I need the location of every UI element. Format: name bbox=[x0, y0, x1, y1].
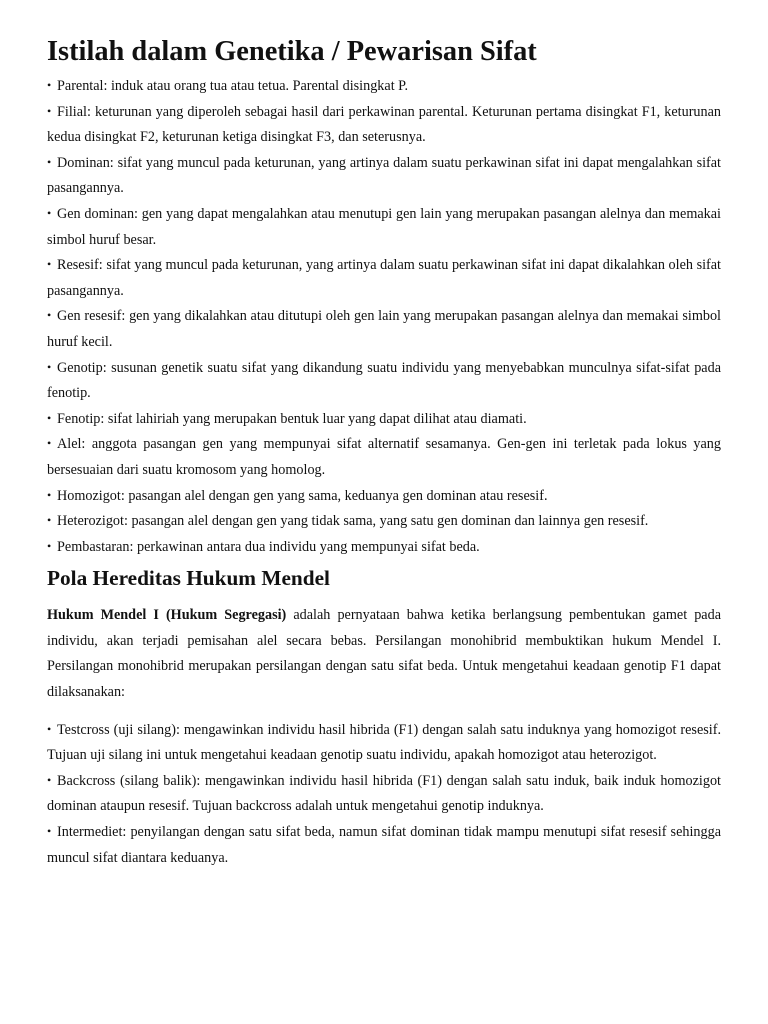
list-item bbox=[47, 202, 721, 253]
bullet-icon: • bbox=[47, 154, 52, 169]
bullet-icon: • bbox=[47, 410, 52, 425]
mendel-methods-list bbox=[47, 718, 721, 872]
bullet-icon: • bbox=[47, 721, 52, 736]
list-item bbox=[47, 356, 721, 407]
term-text: Alel: anggota pasangan gen yang mempunyai sifat alternatif sesamanya. Gen-gen ini terletak pada lokus yang bersesuaian dari suatu kromosom yang homolog. bbox=[47, 436, 721, 478]
bullet-icon: • bbox=[47, 513, 52, 528]
list-item bbox=[47, 718, 721, 769]
document-page bbox=[47, 36, 721, 871]
bullet-icon: • bbox=[47, 257, 52, 272]
bullet-icon: • bbox=[47, 78, 52, 92]
bullet-icon: • bbox=[47, 436, 52, 451]
term-text: Filial: keturunan yang diperoleh sebagai hasil dari perkawinan parental. Keturunan pertama disingkat F1, keturunan kedua disingkat F2, keturunan ketiga disingkat F3, dan seterusnya. bbox=[47, 103, 721, 146]
bullet-icon: • bbox=[47, 487, 52, 502]
term-text: Homozigot: pasangan alel dengan gen yang sama, keduanya gen dominan atau resesif. bbox=[57, 487, 548, 504]
bullet-icon: • bbox=[47, 538, 52, 553]
bullet-icon: • bbox=[47, 205, 52, 220]
section-title-genetics-terms: Istilah dalam Genetika / Pewarisan Sifat bbox=[47, 36, 537, 67]
term-text: Dominan: sifat yang muncul pada keturunan, yang artinya dalam suatu perkawinan sifat ini dapat mengalahkan sifat pasangannya. bbox=[47, 154, 721, 197]
term-text: Fenotip: sifat lahiriah yang merupakan bentuk luar yang dapat dilihat atau diamati. bbox=[57, 410, 527, 427]
term-text: Parental: induk atau orang tua atau tetua. Parental disingkat P. bbox=[57, 78, 409, 94]
list-item bbox=[47, 407, 721, 433]
bullet-icon: • bbox=[47, 359, 52, 374]
mendel-intro-text: adalah pernyataan bahwa ketika berlangsung pembentukan gamet pada individu, akan terjadi pemisahan alel secara bebas. Persilangan monohibrid membuktikan hukum Mendel I. Persilangan monohibrid merupakan persilangan dengan satu sifat beda. Untuk mengetahui keadaan genotip F1 dapat dilaksanakan: bbox=[47, 607, 721, 701]
term-text: Gen dominan: gen yang dapat mengalahkan atau menutupi gen lain yang merupakan pasangan alelnya dan memakai simbol huruf besar. bbox=[47, 205, 721, 248]
genetics-terms-list bbox=[47, 74, 721, 560]
list-item bbox=[47, 535, 721, 561]
list-item bbox=[47, 74, 721, 100]
bullet-icon: • bbox=[47, 103, 52, 118]
term-text: Heterozigot: pasangan alel dengan gen yang tidak sama, yang satu gen dominan dan lainnya gen resesif. bbox=[57, 513, 649, 530]
term-text: Pembastaran: perkawinan antara dua individu yang mempunyai sifat beda. bbox=[57, 538, 480, 555]
list-item bbox=[47, 769, 721, 820]
term-text: Gen resesif: gen yang dikalahkan atau ditutupi oleh gen lain yang merupakan pasangan alelnya dan memakai simbol huruf kecil. bbox=[47, 308, 721, 350]
list-item bbox=[47, 100, 721, 151]
list-item bbox=[47, 484, 721, 510]
list-item bbox=[47, 304, 721, 355]
list-item bbox=[47, 509, 721, 535]
method-text: Backcross (silang balik): mengawinkan individu hasil hibrida (F1) dengan salah satu induk, baik induk homozigot dominan ataupun resesif. Tujuan backcross adalah untuk mengetahui genotip induknya. bbox=[47, 772, 721, 815]
list-item bbox=[47, 151, 721, 202]
mendel-intro-paragraph bbox=[47, 603, 721, 705]
bullet-icon: • bbox=[47, 308, 52, 323]
list-item bbox=[47, 253, 721, 304]
bullet-icon: • bbox=[47, 772, 52, 787]
mendel-law-name: Hukum Mendel I (Hukum Segregasi) bbox=[47, 607, 287, 624]
section-title-mendel: Pola Hereditas Hukum Mendel bbox=[47, 566, 330, 591]
term-text: Resesif: sifat yang muncul pada keturunan, yang artinya dalam suatu perkawinan sifat ini dapat dikalahkan oleh sifat pasangannya. bbox=[47, 257, 721, 299]
method-text: Testcross (uji silang): mengawinkan individu hasil hibrida (F1) dengan salah satu induknya yang homozigot resesif. Tujuan uji silang ini untuk mengetahui keadaan genotip suatu individu, apakah homozigot atau heterozigot. bbox=[47, 721, 721, 764]
method-text: Intermediet: penyilangan dengan satu sifat beda, namun sifat dominan tidak mampu menutupi sifat resesif sehingga muncul sifat diantara keduanya. bbox=[47, 824, 721, 866]
term-text: Genotip: susunan genetik suatu sifat yang dikandung suatu individu yang menyebabkan munculnya sifat-sifat pada fenotip. bbox=[47, 359, 721, 402]
list-item bbox=[47, 820, 721, 871]
list-item bbox=[47, 432, 721, 483]
bullet-icon: • bbox=[47, 824, 52, 839]
